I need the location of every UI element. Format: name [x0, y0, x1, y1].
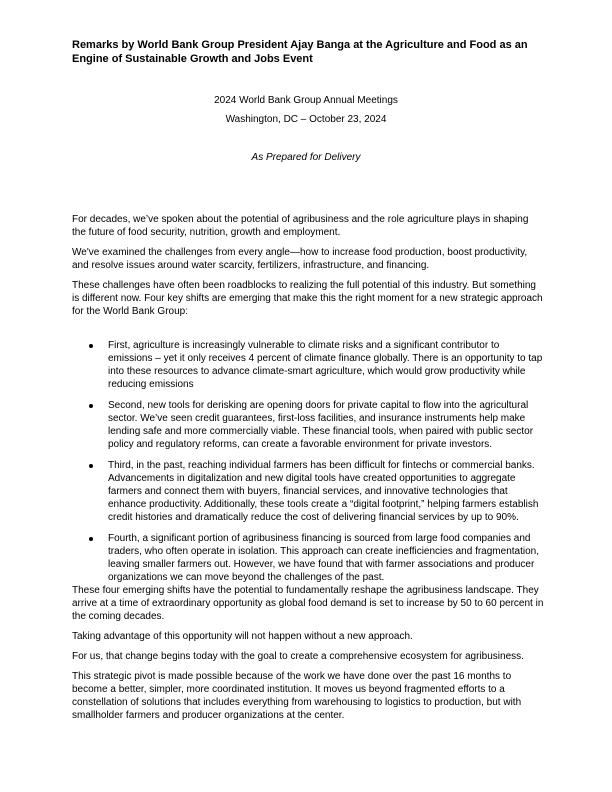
paragraph: For decades, we’ve spoken about the potential of agribusiness and the role agriculture plays in shaping the future of food security, nutrition, growth and employment.	[72, 214, 529, 238]
delivery-note: As Prepared for Delivery	[251, 152, 361, 163]
closing-section	[72, 584, 544, 729]
key-shifts-list	[72, 339, 544, 592]
list-item-text: Fourth, a significant portion of agribusiness financing is sourced from large food companies and traders, who often operate in isolation. This approach can create inefficiencies and fragmentation, leaving smaller farmers out. However, we have found that with farmer associations and producer organizations we can move beyond the challenges of the past.	[108, 533, 540, 583]
speech-title: Remarks by World Bank Group President Ajay Banga at the Agriculture and Food as an Engine of Sustainable Growth and Jobs Event	[72, 39, 528, 65]
bullet-icon	[89, 344, 93, 348]
event-name: 2024 World Bank Group Annual Meetings	[214, 95, 398, 106]
list-item	[72, 399, 544, 451]
intro-section	[72, 213, 544, 325]
list-item	[72, 532, 544, 584]
bullet-icon	[89, 464, 93, 468]
list-item	[72, 459, 544, 524]
bullet-icon	[89, 404, 93, 408]
paragraph: These four emerging shifts have the potential to fundamentally reshape the agribusiness landscape. They arrive at a time of extraordinary opportunity as global food demand is set to increase by 50 to 60 percent in the coming decades.	[72, 585, 544, 622]
list-item-text: First, agriculture is increasingly vulnerable to climate risks and a significant contributor to emissions – yet it only receives 4 percent of climate finance globally. There is an opportunity to tap into these resources to advance climate-smart agriculture, which would grow productivity while reducing emissions	[108, 340, 543, 390]
paragraph: Taking advantage of this opportunity will not happen without a new approach.	[72, 631, 413, 642]
paragraph: These challenges have often been roadblocks to realizing the full potential of this industry. But something is different now. Four key shifts are emerging that make this the right moment for a new strategic approach for the World Bank Group:	[72, 280, 543, 317]
paragraph: For us, that change begins today with the goal to create a comprehensive ecosystem for agribusiness.	[72, 651, 524, 662]
paragraph: This strategic pivot is made possible because of the work we have done over the past 16 months to become a better, simpler, more coordinated institution. It moves us beyond fragmented efforts to a constellation of solutions that includes everything from warehousing to logistics to production, but with smallholder farmers and producer organizations at the center.	[72, 671, 522, 721]
paragraph: We've examined the challenges from every angle—how to increase food production, boost productivity, and resolve issues around water scarcity, fertilizers, infrastructure, and financing.	[72, 247, 528, 271]
bullet-icon	[89, 537, 93, 541]
list-item-text: Second, new tools for derisking are opening doors for private capital to flow into the agricultural sector. We’ve seen credit guarantees, first-loss facilities, and insurance instruments help make lending safe and more commercially viable. These financial tools, when paired with public sector policy and regulatory reforms, can create a favorable environment for private investors.	[108, 400, 534, 450]
list-item-text: Third, in the past, reaching individual farmers has been difficult for fintechs or commercial banks. Advancements in digitalization and new digital tools have created opportunities to aggregate farmers and connect them with buyers, financial services, and innovative technologies that enhance productivity. Additionally, these tools create a “digital footprint,” helping farmers establish credit histories and dramatically reduce the cost of delivering financial services by up to 90%.	[108, 460, 539, 523]
location-date: Washington, DC – October 23, 2024	[225, 114, 387, 125]
list-item	[72, 339, 544, 391]
